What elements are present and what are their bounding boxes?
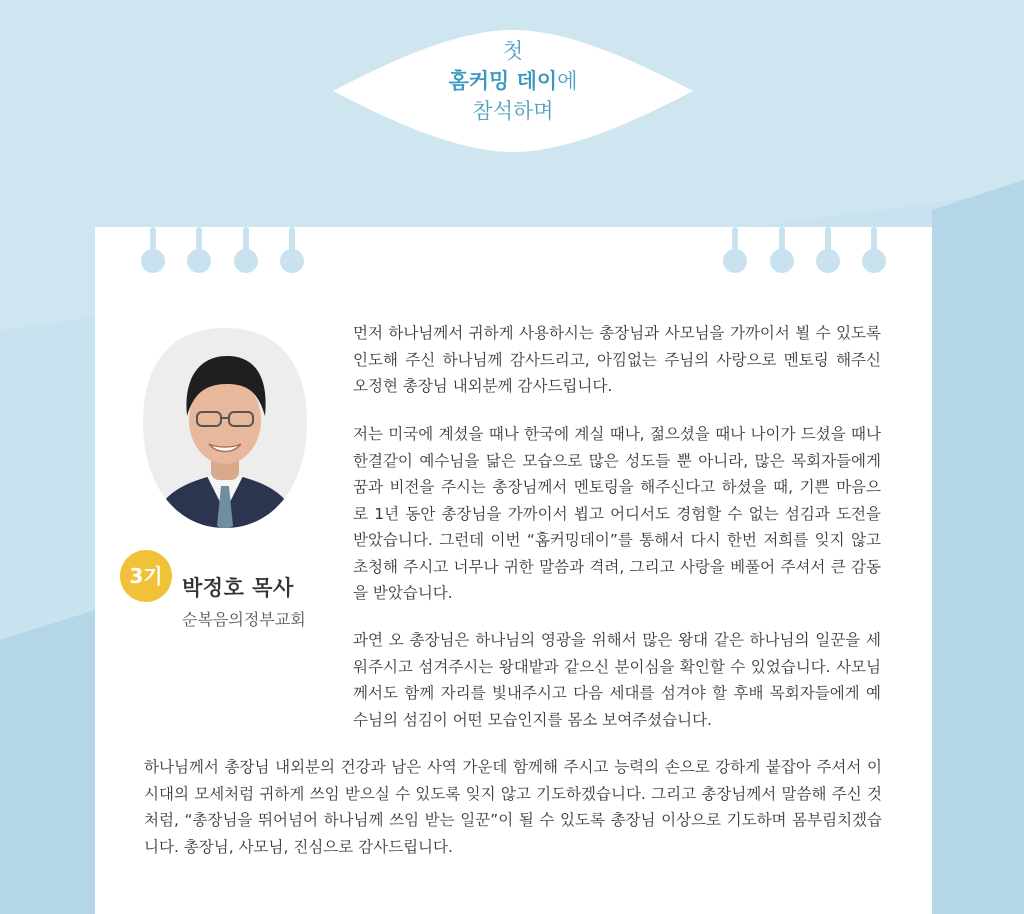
binder-ring	[187, 227, 211, 273]
title-line-2	[325, 66, 701, 96]
title-line-3: 참석하며	[472, 99, 554, 123]
binder-ring	[234, 227, 258, 273]
binder-ring	[816, 227, 840, 273]
title-highlight: 홈커밍 데이	[448, 69, 558, 93]
author-church: 순복음의정부교회	[182, 610, 306, 629]
binder-ring	[770, 227, 794, 273]
page-title	[325, 36, 701, 126]
binder-ring	[723, 227, 747, 273]
body-paragraph-3: 과연 오 총장님은 하나님의 영광을 위해서 많은 왕대 같은 하나님의 일꾼을 세워주시고 섬겨주시는 왕대밭과 같으신 분이심을 확인할 수 있었습니다. 사모님께서도 함께 자리를 빛내주시고 다음 세대를 섬겨야 할 후배 목회자들에게 예수님의 섬김이 어떤 모습인지를 몸소 보여주셨습니다.	[353, 631, 881, 729]
body-paragraph-1: 먼저 하나님께서 귀하게 사용하시는 총장님과 사모님을 가까이서 뵐 수 있도록 인도해 주신 하나님께 감사드리고, 아낌없는 주님의 사랑으로 멘토링 해주신 오정현 총장님 내외분께 감사드립니다.	[353, 324, 881, 395]
title-line-1: 첫	[502, 39, 524, 63]
body-paragraph-2: 저는 미국에 계셨을 때나 한국에 계실 때나, 젊으셨을 때나 나이가 드셨을 때나 한결같이 예수님을 닮은 모습으로 많은 성도들 뿐 아니라, 많은 목회자들에게 꿈과 비전을 주시는 총장님께서 멘토링을 해주신다고 하셨을 때, 기쁜 마음으로 1년 동안 총장님을 가까이서 뵙고 어디서도 경험할 수 없는 섬김과 도전을 받았습니다. 그런데 이번 “홈커밍데이”를 통해서 다시 한번 저희를 잊지 않고 초청해 주시고 너무나 귀한 말씀과 격려, 그리고 사랑을 베풀어 주셔서 큰 감동을 받았습니다.	[353, 425, 881, 602]
binder-ring	[280, 227, 304, 273]
profile-photo	[141, 326, 309, 530]
body-paragraph-4: 하나님께서 총장님 내외분의 건강과 남은 사역 가운데 함께해 주시고 능력의 손으로 강하게 붙잡아 주셔서 이 시대의 모세처럼 귀하게 쓰임 받으실 수 있도록 잊지 않고 기도하겠습니다. 그리고 총장님께서 말씀해 주신 것처럼, “총장님을 뛰어넘어 하나님께 쓰임 받는 일꾼”이 될 수 있도록 총장님 이상으로 기도하며 몸부림치겠습니다. 총장님, 사모님, 진심으로 감사드립니다.	[144, 758, 882, 856]
title-suffix: 에	[557, 69, 578, 93]
cohort-badge: 3기	[120, 550, 172, 602]
binder-ring	[862, 227, 886, 273]
binder-ring	[141, 227, 165, 273]
author-name: 박정호 목사	[182, 576, 294, 600]
